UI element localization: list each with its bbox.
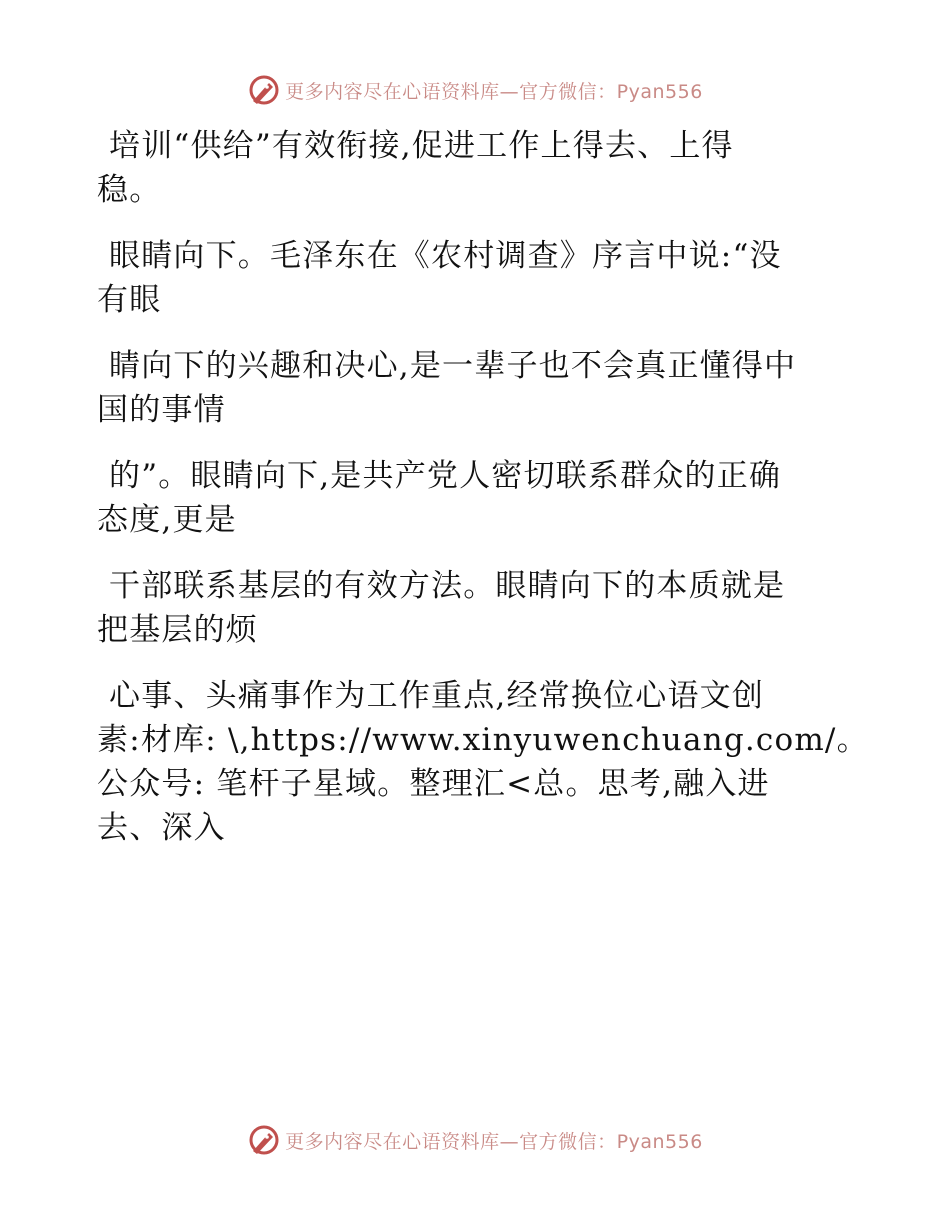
header-banner (0, 70, 950, 110)
paragraph-line: 睛向下的兴趣和决心,是一辈子也不会真正懂得中 (109, 348, 797, 384)
paragraph-line: 去、深入 (97, 810, 226, 846)
paragraph-line: 公众号: 笔杆子星域。整理汇<总。思考,融入进 (97, 766, 770, 802)
footer-banner-text: 更多内容尽在心语资料库—官方微信：Pyan556 (285, 1130, 703, 1153)
paragraph (97, 234, 857, 322)
paragraph-line: 干部联系基层的有效方法。眼睛向下的本质就是 (109, 568, 786, 604)
header-banner-content (247, 73, 703, 107)
pen-nib-logo-icon (247, 1123, 281, 1157)
paragraph-line: 把基层的烦 (97, 612, 258, 648)
paragraph (97, 674, 869, 850)
footer-banner-content (247, 1123, 703, 1157)
footer-banner (0, 1120, 950, 1160)
document-body (97, 124, 869, 872)
paragraph-line: 素:材库: \,https://www.xinyuwenchuang.com/。 (97, 722, 869, 758)
paragraph-line: 稳。 (97, 172, 162, 208)
paragraph-line: 培训“供给”有效衔接,促进工作上得去、上得 (109, 128, 734, 164)
pen-nib-logo-icon (247, 73, 281, 107)
paragraph-line: 心事、头痛事作为工作重点,经常换位心语文创 (109, 678, 765, 714)
paragraph (97, 564, 857, 652)
paragraph-line: 眼睛向下。毛泽东在《农村调查》序言中说:“没 (109, 238, 782, 274)
paragraph (97, 344, 857, 432)
paragraph-line: 的”。眼睛向下,是共产党人密切联系群众的正确 (109, 458, 782, 494)
paragraph (97, 124, 857, 212)
header-banner-text: 更多内容尽在心语资料库—官方微信：Pyan556 (285, 80, 703, 103)
paragraph-line: 有眼 (97, 282, 162, 318)
paragraph-line: 国的事情 (97, 392, 226, 428)
paragraph-line: 态度,更是 (97, 502, 237, 538)
paragraph (97, 454, 857, 542)
